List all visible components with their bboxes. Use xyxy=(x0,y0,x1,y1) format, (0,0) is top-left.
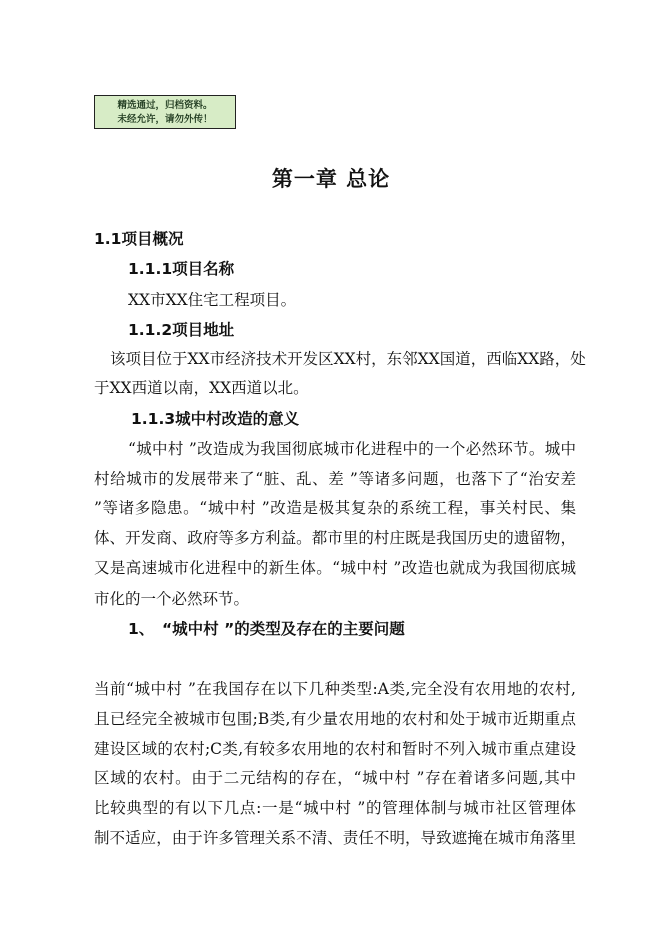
types-line-4: 区域的农村。由于二元结构的存在，“城中村 ”存在着诸多问题,其中 xyxy=(94,769,576,787)
subsection-heading-1-1-1: 1.1.1项目名称 xyxy=(128,260,235,278)
stamp-line-2: 未经允许，请勿外传！ xyxy=(117,114,213,125)
types-line-5: 比较典型的有以下几点:一是“城中村 ”的管理体制与城市社区管理体 xyxy=(94,799,576,817)
types-line-3: 建设区域的农村;C类,有较多农用地的农村和暂时不列入城市重点建设 xyxy=(94,740,576,758)
types-line-2: 且已经完全被城市包围;B类,有少量农用地的农村和处于城市近期重点 xyxy=(94,710,576,728)
significance-line-3: ”等诸多隐患。“城中村 ”改造是极其复杂的系统工程，事关村民、集 xyxy=(94,499,576,517)
types-line-6: 制不适应，由于许多管理关系不清、责任不明，导致遮掩在城市角落里 xyxy=(94,829,576,847)
address-line-2: 于XX西道以南，XX西道以北。 xyxy=(94,379,309,397)
types-line-1: 当前“城中村 ”在我国存在以下几种类型:A类,完全没有农用地的农村, xyxy=(94,680,576,698)
stamp-line-1: 精选通过，归档资料。 xyxy=(117,100,213,111)
address-line-1: 该项目位于XX市经济技术开发区XX村，东邻XX国道，西临XX路，处 xyxy=(110,350,586,368)
significance-line-1: “城中村 ”改造成为我国彻底城市化进程中的一个必然环节。城中 xyxy=(128,440,576,458)
section-heading-1-1: 1.1项目概况 xyxy=(94,230,184,248)
significance-line-6: 市化的一个必然环节。 xyxy=(94,590,250,608)
section-number-1: 1、 xyxy=(128,620,155,638)
significance-line-2: 村给城市的发展带来了“脏、乱、差 ”等诸多问题，也落下了“治安差 xyxy=(94,470,576,488)
section-heading-1: “城中村 ”的类型及存在的主要问题 xyxy=(162,620,405,638)
chapter-title: 第一章 总论 xyxy=(271,167,391,191)
project-name-text: XX市XX住宅工程项目。 xyxy=(128,291,297,309)
significance-line-5: 又是高速城市化进程中的新生体。“城中村 ”改造也就成为我国彻底城 xyxy=(94,559,576,577)
significance-line-4: 体、开发商、政府等多方利益。都市里的村庄既是我国历史的遗留物， xyxy=(94,529,576,547)
subsection-heading-1-1-2: 1.1.2项目地址 xyxy=(128,321,235,339)
subsection-heading-1-1-3: 1.1.3城中村改造的意义 xyxy=(131,410,300,428)
watermark-stamp xyxy=(94,95,236,129)
